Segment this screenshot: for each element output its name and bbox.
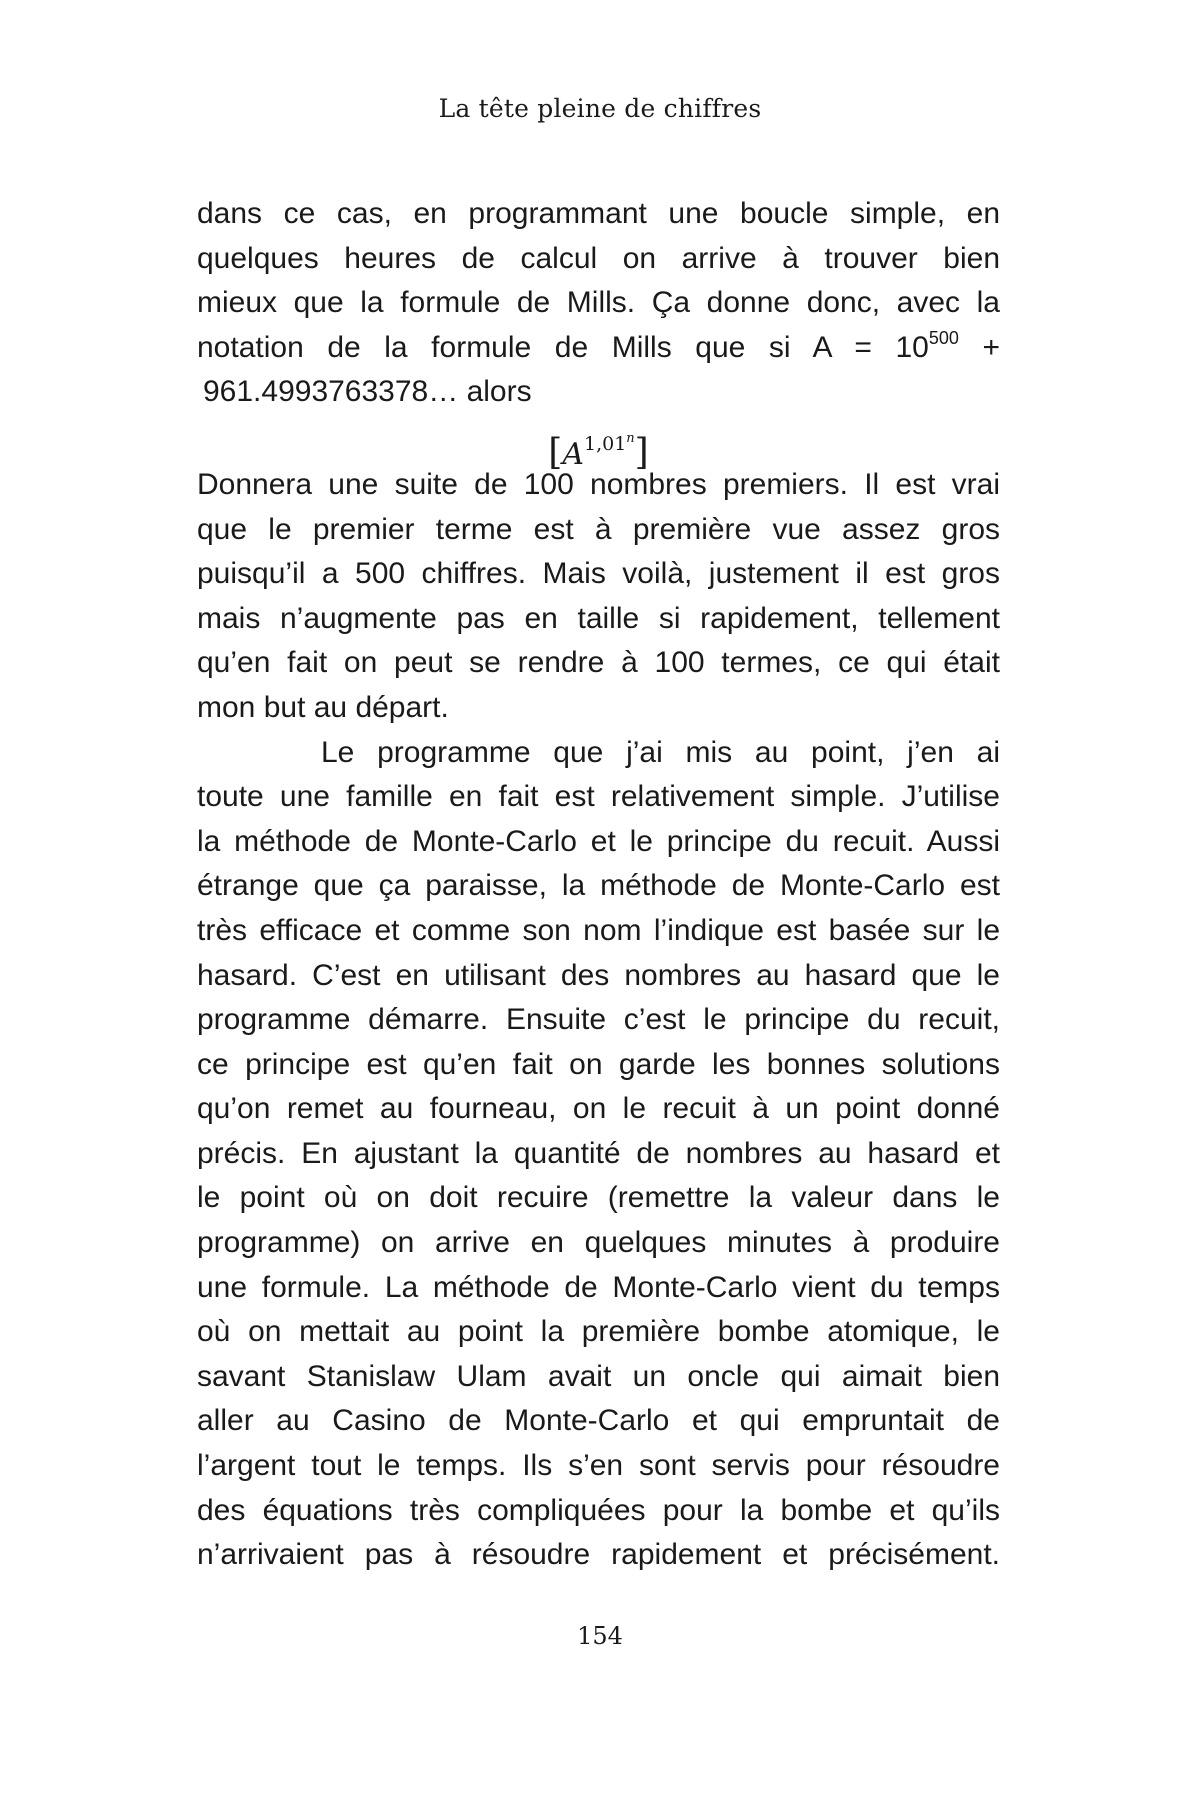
text-line: l’argent tout le temps. Ils s’en sont servis pour résoudre — [197, 1449, 1000, 1483]
text-line: le point où on doit recuire (remettre la valeur dans le — [197, 1181, 1000, 1215]
text-line: très efficace et comme son nom l’indique est basée sur le — [197, 913, 1000, 947]
text-line: aller au Casino de Monte-Carlo et qui empruntait de — [197, 1404, 1000, 1438]
math-formula — [197, 415, 1000, 473]
text-line: dans ce cas, en programmant une boucle simple, en — [197, 197, 1000, 230]
text-line: où on mettait au point la première bombe atomique, le — [197, 1315, 1000, 1349]
text-line: des équations très compliquées pour la bombe et qu’ils — [197, 1493, 1000, 1527]
paragraph-1 — [197, 192, 1000, 415]
text-line: mon but au départ. — [197, 690, 449, 724]
text-line: qu’en fait on peut se rendre à 100 termes, ce qui était — [197, 646, 1000, 680]
text-line: qu’on remet au fourneau, on le recuit à un point donné — [197, 1092, 1000, 1126]
text-line: Donnera une suite de 100 nombres premiers. Il est vrai — [197, 467, 1000, 501]
text-line: toute une famille en fait est relativement simple. J’utilise — [197, 780, 1000, 814]
paragraph-3 — [197, 731, 1000, 1578]
text-line: hasard. C’est en utilisant des nombres au hasard que le — [197, 958, 1000, 992]
plus-sign: + — [958, 330, 1000, 364]
text-line-segment: notation de la formule de Mills que si A = 10 — [197, 330, 929, 364]
exponent: 500 — [928, 327, 959, 348]
formula-open-bracket: [ — [548, 431, 563, 473]
text-line: programme) on arrive en quelques minutes à produire — [197, 1226, 1000, 1260]
text-line: savant Stanislaw Ulam avait un oncle qui aimait bien — [197, 1359, 1000, 1393]
paragraph-2 — [197, 463, 1000, 731]
text-line: ce principe est qu’en fait on garde les bonnes solutions — [197, 1047, 1000, 1081]
text-line: puisqu’il a 500 chiffres. Mais voilà, justement il est gros — [197, 557, 1000, 591]
page-number: 154 — [577, 1622, 623, 1650]
text-line: mieux que la formule de Mills. Ça donne donc, avec la — [197, 286, 1000, 320]
text-line: que le premier terme est à première vue assez gros — [197, 512, 1000, 546]
running-head-title: La tête pleine de chiffres — [438, 94, 762, 123]
text-line: n’arrivaient pas à résoudre rapidement et précisément. — [197, 1538, 1000, 1572]
text-line: précis. En ajustant la quantité de nombres au hasard et — [197, 1136, 1000, 1170]
text-line: la méthode de Monte-Carlo et le principe du recuit. Aussi — [197, 824, 1000, 858]
body-text — [197, 192, 1000, 1578]
text-line: quelques heures de calcul on arrive à trouver bien — [197, 241, 1000, 275]
formula-exponent-power: n — [626, 430, 635, 446]
text-line-with-exponent — [197, 326, 1000, 371]
formula-base: A — [562, 436, 584, 472]
text-line: une formule. La méthode de Monte-Carlo vient du temps — [197, 1270, 1000, 1304]
text-line: 961.4993763378… alors — [203, 375, 532, 409]
text-line: programme démarre. Ensuite c’est le principe du recuit, — [197, 1003, 1000, 1037]
formula-close-bracket: ] — [634, 431, 649, 473]
text-line: Le programme que j’ai mis au point, j’en ai — [321, 735, 1000, 769]
text-line: mais n’augmente pas en taille si rapidement, tellement — [197, 601, 1000, 635]
formula-exponent: 1,01 — [583, 432, 627, 455]
text-line: étrange que ça paraisse, la méthode de Monte-Carlo est — [197, 869, 1000, 903]
